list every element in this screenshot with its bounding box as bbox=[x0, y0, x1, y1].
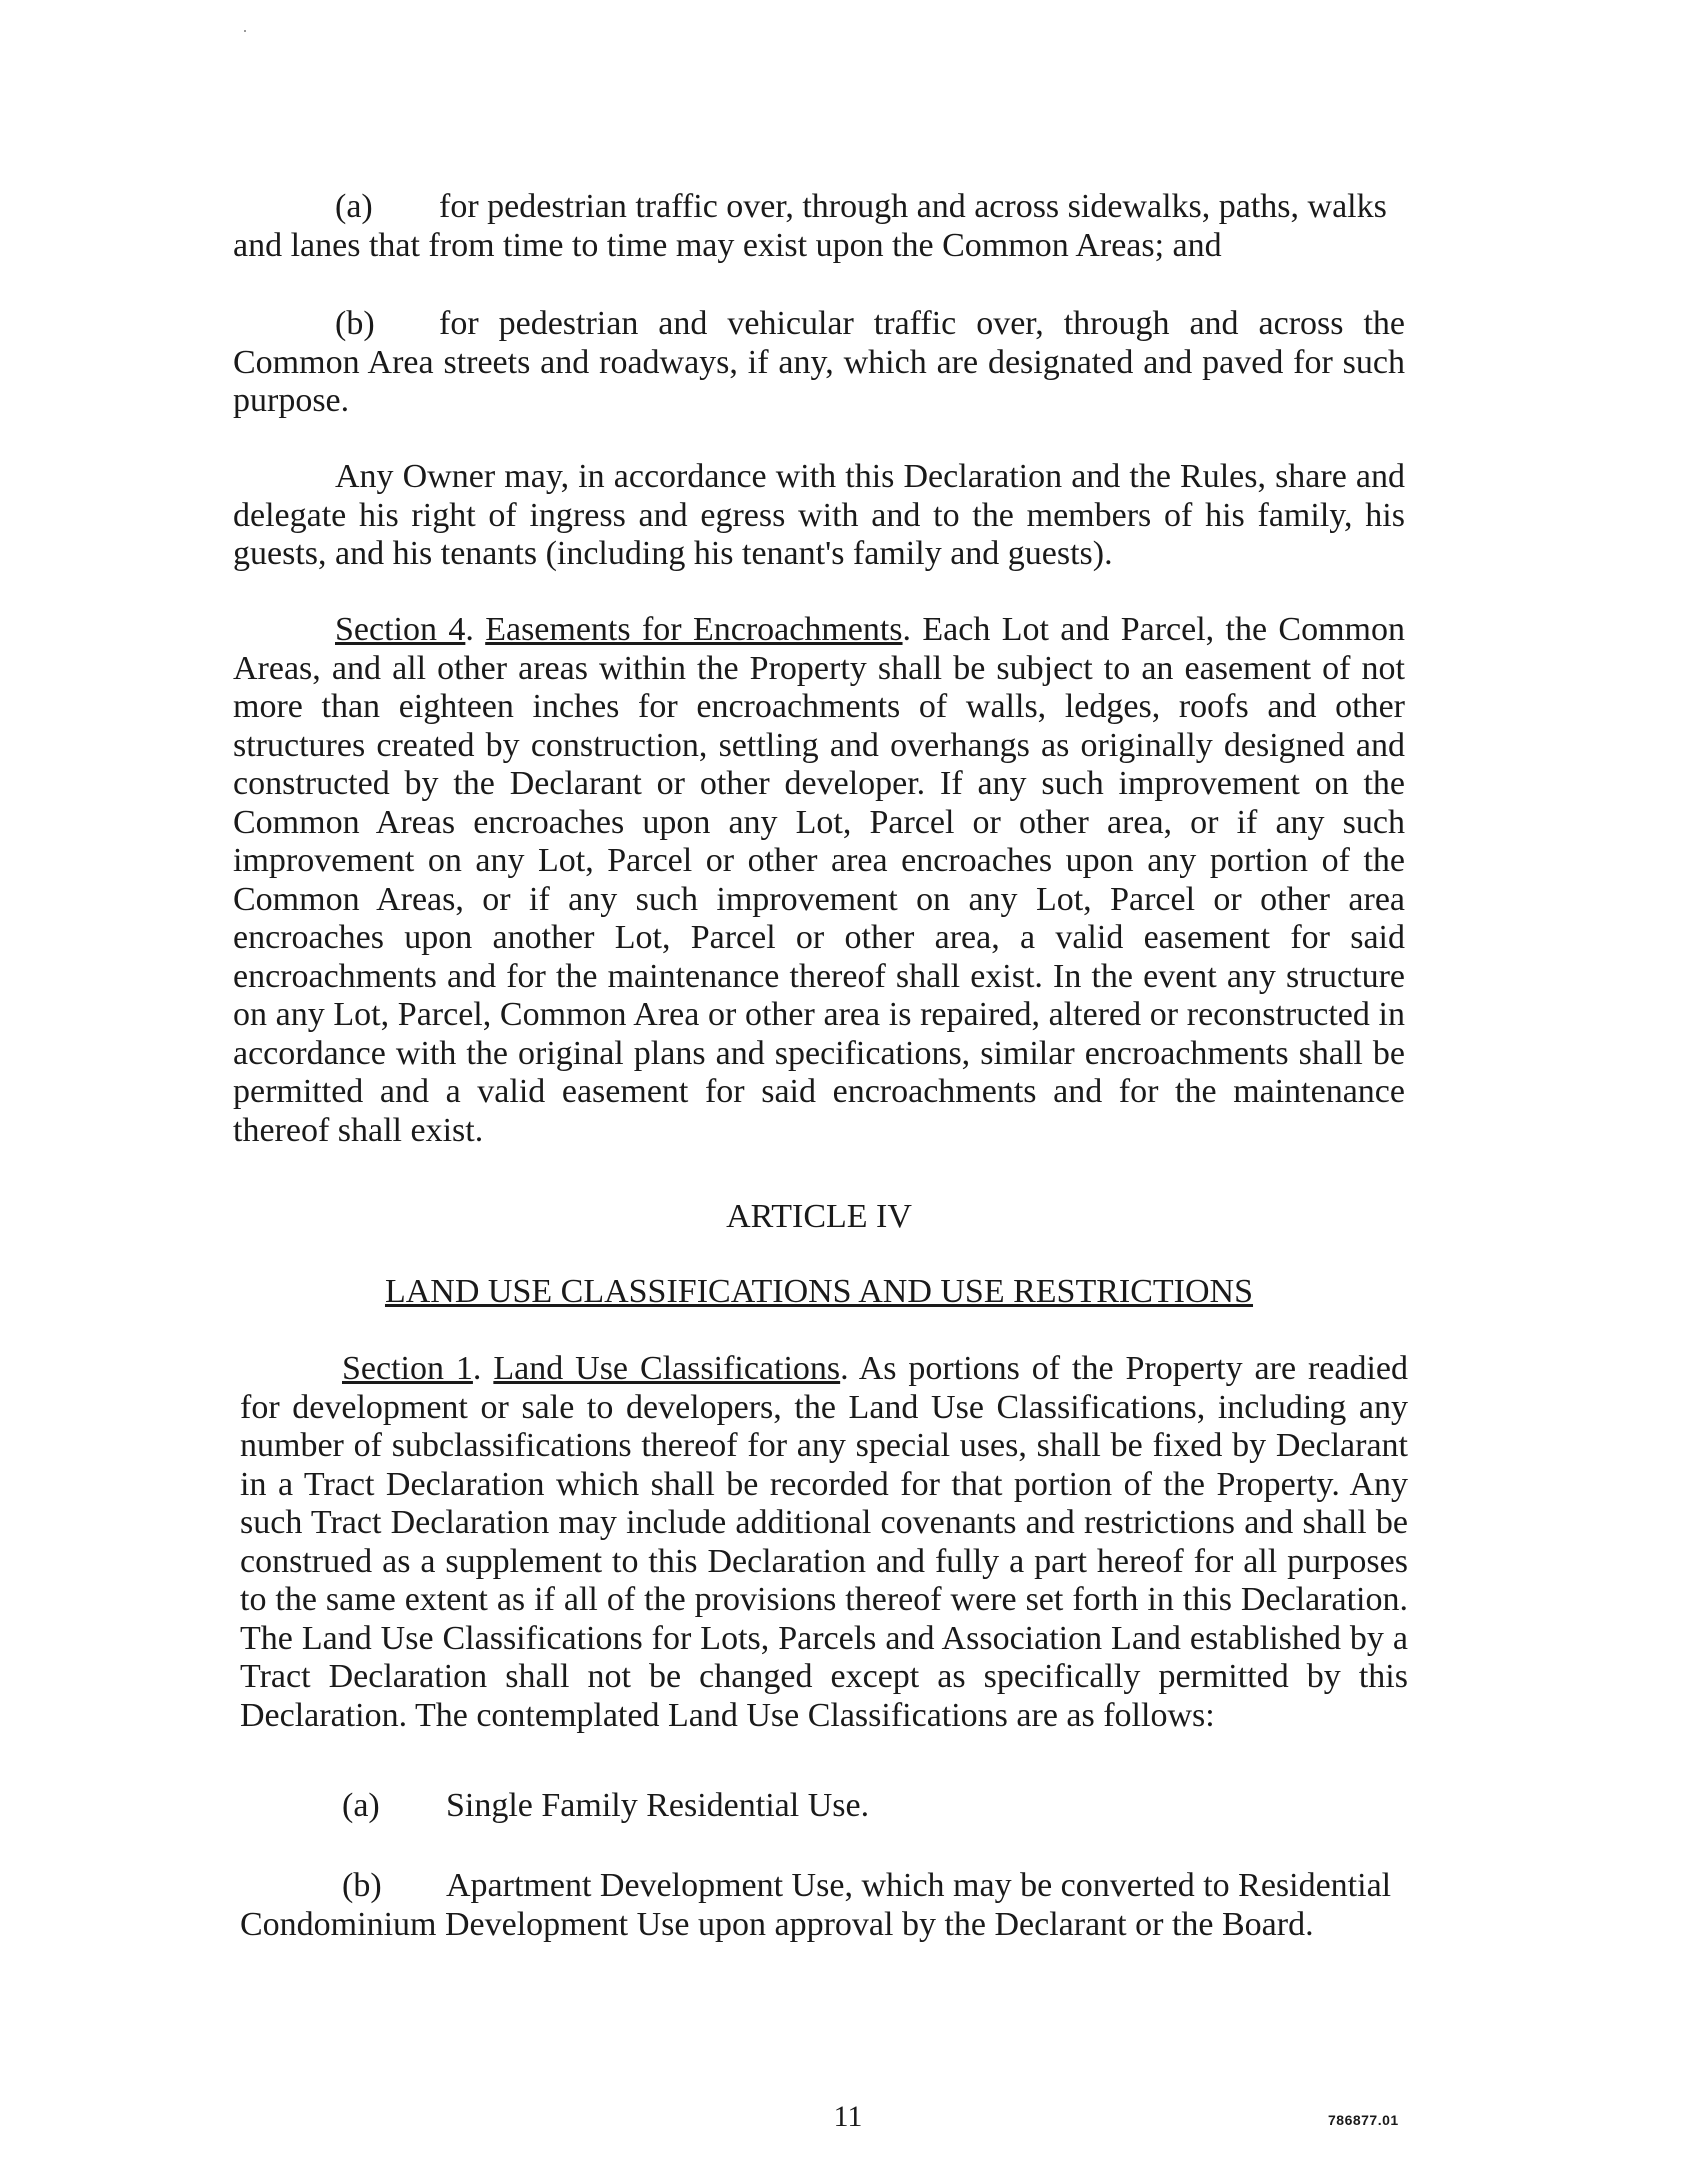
scan-speck bbox=[244, 30, 246, 32]
item-a-paragraph bbox=[233, 188, 1405, 265]
owner-paragraph-text: Any Owner may, in accordance with this Declaration and the Rules, share and delegate his right of ingress and egress with and to the members of his family, his guests, and his tenants (including his tenant's family and guests). bbox=[233, 458, 1405, 572]
use-b-label: (b) bbox=[342, 1867, 382, 1904]
section-4-number: Section 4 bbox=[335, 611, 466, 648]
item-b-text-rest: Common Area streets and roadways, if any, which are designated and paved for such purpose. bbox=[233, 343, 1405, 419]
item-b-text-first: for pedestrian and vehicular traffic over, through and across the bbox=[439, 305, 1405, 342]
use-a-label: (a) bbox=[342, 1787, 380, 1824]
item-b-label: (b) bbox=[335, 305, 375, 342]
section-1-body: As portions of the Property are readied for development or sale to developers, the Land Use Classifications, including any number of subclassifications thereof for any special uses, shall be fixed by Declarant in a Tract Declaration which shall be recorded for that portion of the Property. Any such Tract Declaration may include additional covenants and restrictions and shall be construed as a supplement to this Declaration and fully a part hereof for all purposes to the same extent as if all of the provisions thereof were set forth in this Declaration. The Land Use Classifications for Lots, Parcels and Association Land established by a Tract Declaration shall not be changed except as specifically permitted by this Declaration. The contemplated Land Use Classifications are as follows: bbox=[240, 1350, 1409, 1734]
use-a-text: Single Family Residential Use. bbox=[446, 1787, 870, 1824]
item-a-text-first: for pedestrian traffic over, through and across sidewalks, paths, walks bbox=[439, 188, 1387, 225]
section-4-title: Easements for Encroachments bbox=[485, 611, 903, 648]
item-a-label: (a) bbox=[335, 188, 373, 225]
page-number: 11 bbox=[833, 2100, 863, 2133]
owner-paragraph bbox=[233, 458, 1405, 574]
use-b-paragraph bbox=[240, 1867, 1412, 1944]
article-heading: ARTICLE IV bbox=[726, 1198, 912, 1235]
use-b-text-rest: Condominium Development Use upon approval by the Declarant or the Board. bbox=[240, 1905, 1314, 1943]
section-1-number: Section 1 bbox=[342, 1350, 473, 1387]
item-a-text-rest: and lanes that from time to time may exist upon the Common Areas; and bbox=[233, 226, 1222, 264]
use-b-text-first: Apartment Development Use, which may be converted to Residential bbox=[446, 1867, 1392, 1904]
use-a-paragraph bbox=[240, 1787, 1412, 1826]
section-1-title: Land Use Classifications bbox=[493, 1350, 841, 1387]
document-code: 786877.01 bbox=[1328, 2112, 1399, 2128]
article-title bbox=[233, 1273, 1405, 1311]
article-title-text: LAND USE CLASSIFICATIONS AND USE RESTRICTIONS bbox=[384, 1273, 1254, 1310]
section-4-body: Each Lot and Parcel, the Common Areas, and all other areas within the Property shall be subject to an easement of not more than eighteen inches for encroachments of walls, ledges, roofs and other structures created by construction, settling and overhangs as originally designed and constructed by the Declarant or other developer. If any such improvement on the Common Areas encroaches upon any Lot, Parcel or other area, or if any such improvement on any Lot, Parcel or other area encroaches upon any portion of the Common Areas, or if any such improvement on any Lot, Parcel or other area encroaches upon another Lot, Parcel or other area, a valid easement for said encroachments and for the maintenance thereof shall exist. In the event any structure on any Lot, Parcel, Common Area or other area is repaired, altered or reconstructed in accordance with the original plans and specifications, similar encroachments shall be permitted and a valid easement for said encroachments and for the maintenance thereof shall exist. bbox=[233, 611, 1406, 1149]
item-b-paragraph bbox=[233, 305, 1405, 421]
section-1-paragraph: Section 1. Land Use Classifications. As portions of the Property are readied for development or sale to developers, the Land Use Classifications, including any number of subclassifications thereof for any special uses, shall be fixed by Declarant in a Tract Declaration which shall be recorded for that portion of the Property. Any such Tract Declaration may include additional covenants and restrictions and shall be construed as a supplement to this Declaration and fully a part hereof for all purposes to the same extent as if all of the provisions thereof were set forth in this Declaration. The Land Use Classifications for Lots, Parcels and Association Land established by a Tract Declaration shall not be changed except as specifically permitted by this Declaration. The contemplated Land Use Classifications are as follows: bbox=[240, 1350, 1409, 1734]
section-4-paragraph: Section 4. Easements for Encroachments. Each Lot and Parcel, the Common Areas, and all other areas within the Property shall be subject to an easement of not more than eighteen inches for encroachments of walls, ledges, roofs and other structures created by construction, settling and overhangs as originally designed and constructed by the Declarant or other developer. If any such improvement on the Common Areas encroaches upon any Lot, Parcel or other area, or if any such improvement on any Lot, Parcel or other area encroaches upon any portion of the Common Areas, or if any such improvement on any Lot, Parcel or other area encroaches upon another Lot, Parcel or other area, a valid easement for said encroachments and for the maintenance thereof shall exist. In the event any structure on any Lot, Parcel, Common Area or other area is repaired, altered or reconstructed in accordance with the original plans and specifications, similar encroachments shall be permitted and a valid easement for said encroachments and for the maintenance thereof shall exist. bbox=[233, 611, 1406, 1149]
